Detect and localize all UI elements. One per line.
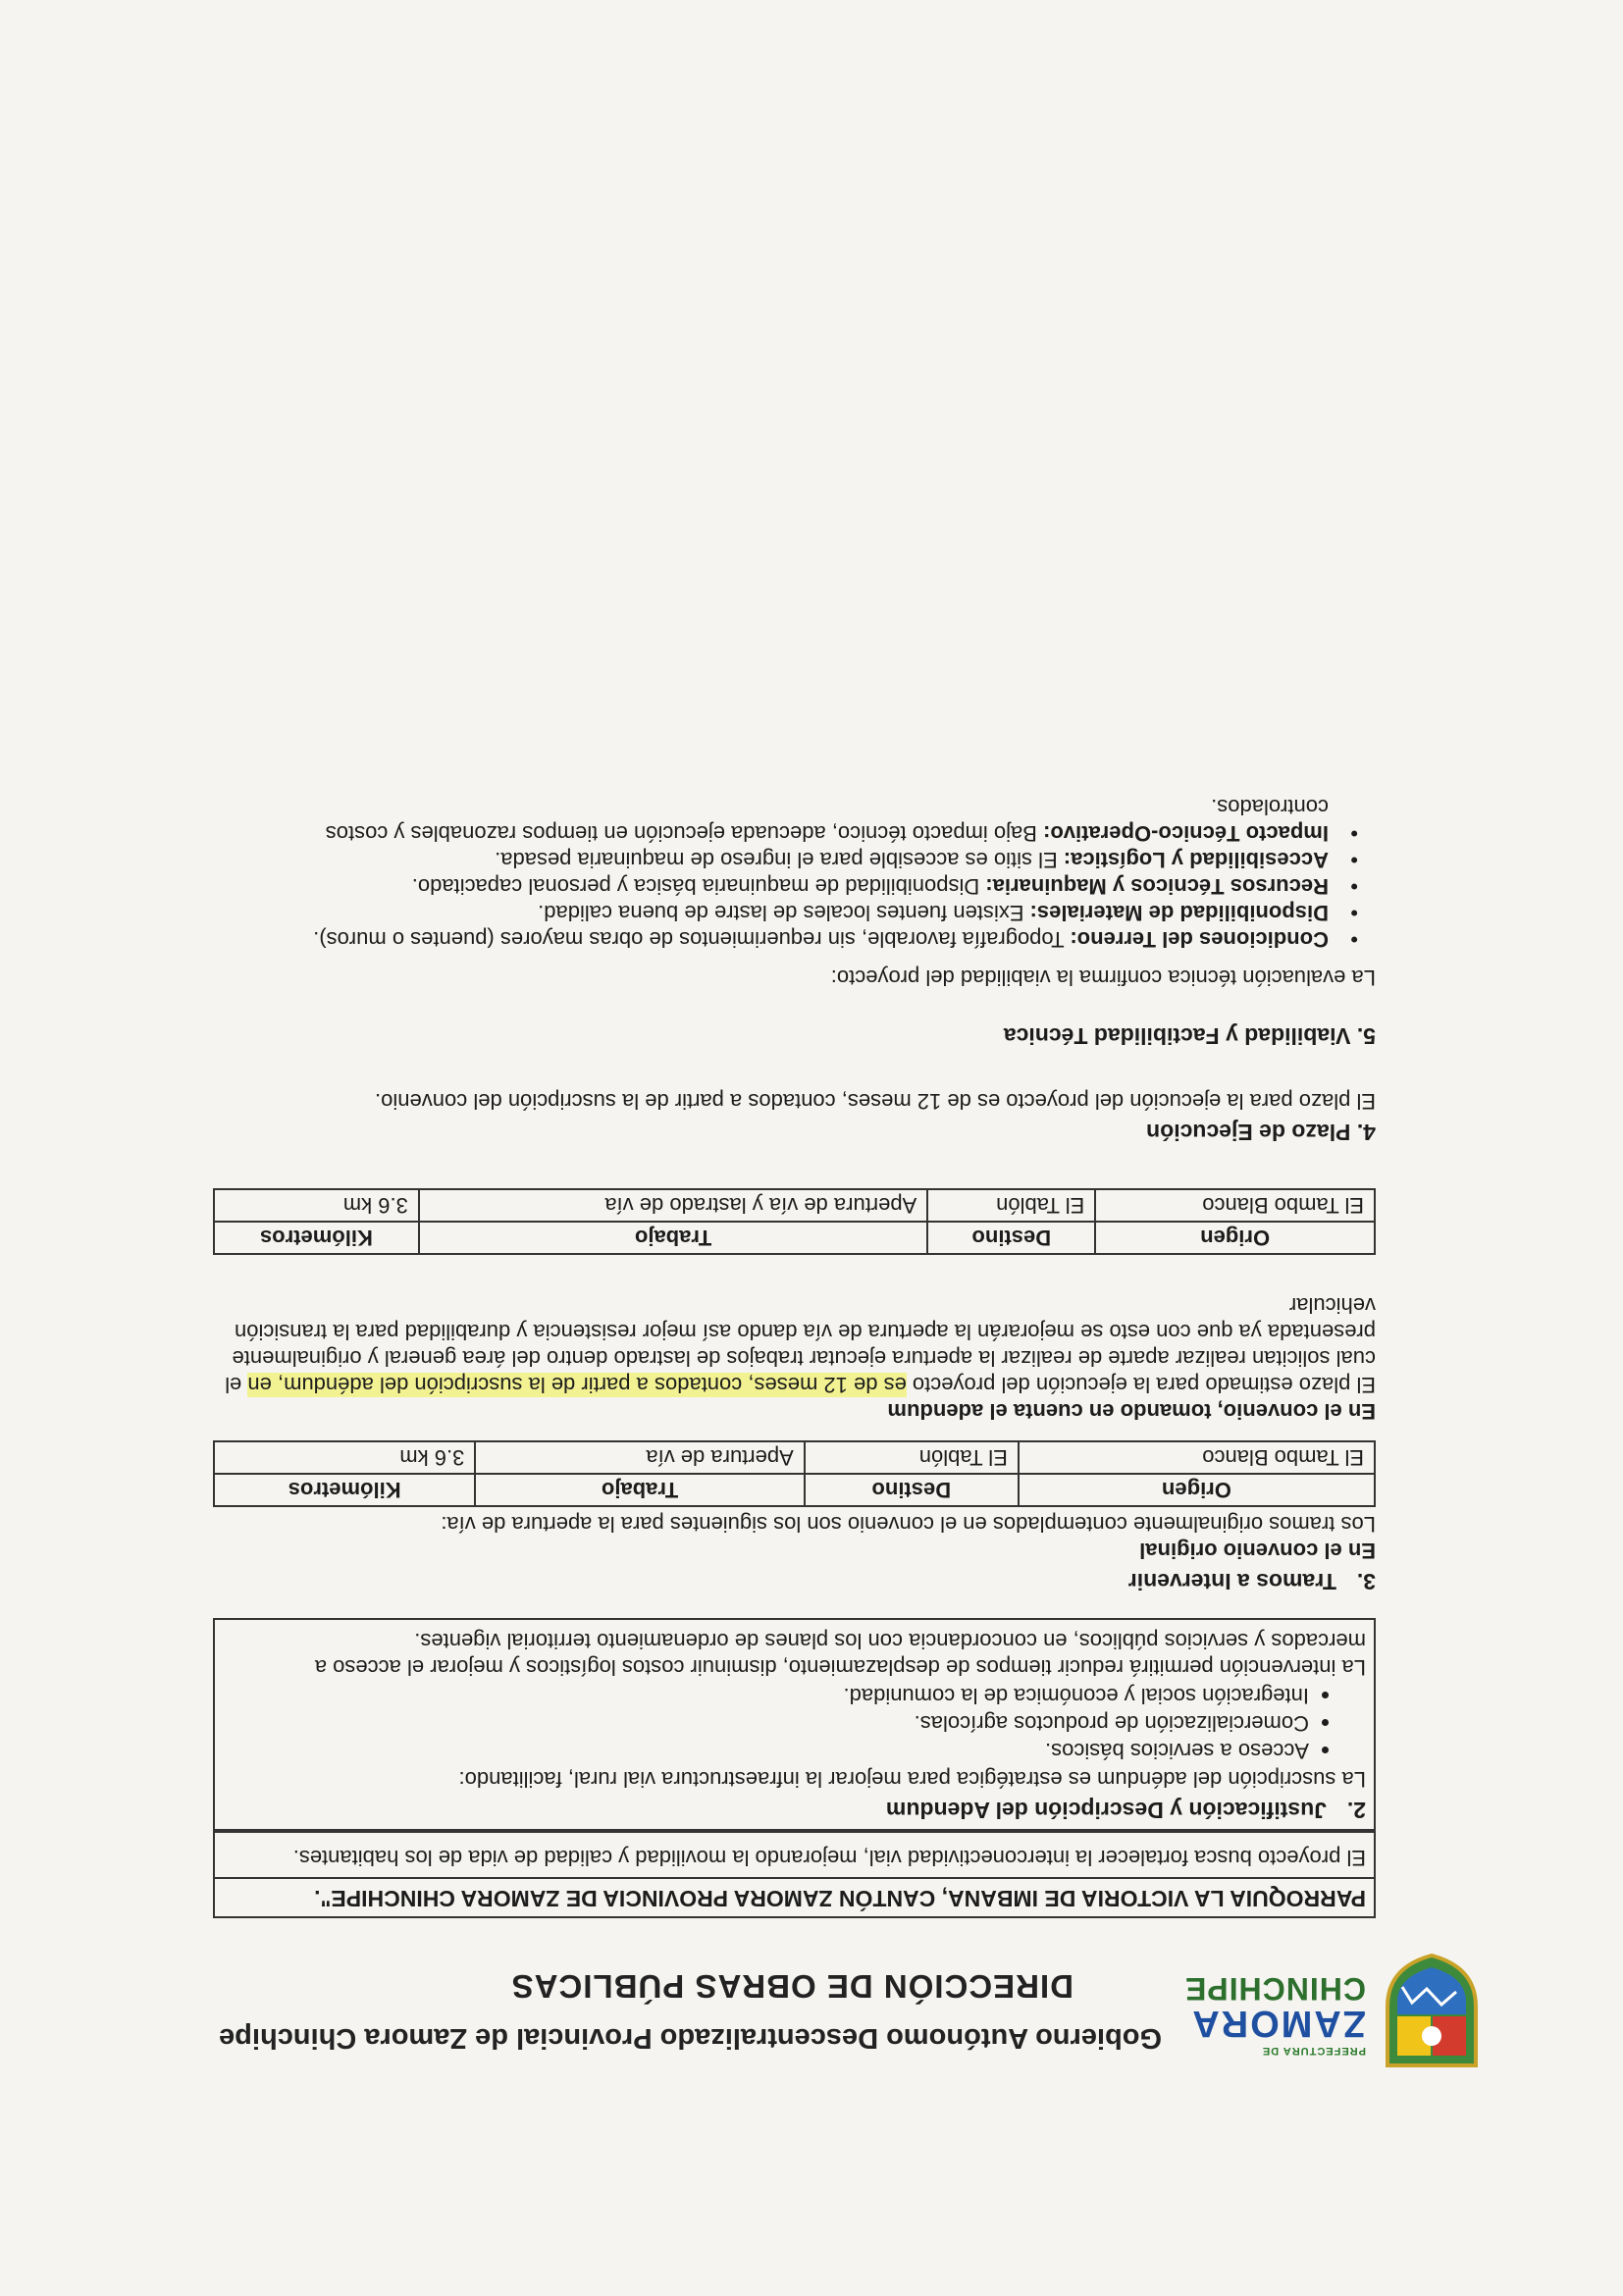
adendum-text-part1: El plazo estimado para la ejecución del proyecto — [906, 1373, 1376, 1397]
adendum-heading: En el convenio, tomando en cuenta el adendum — [887, 1399, 1376, 1424]
table-header-row — [214, 1474, 1375, 1506]
section-2-closing: La intervención permitirá reducir tiempos de desplazamiento, disminuir costos logísticos y mejorar el acceso a mercados y servicios públicos, en concordancia con los planes de ordenamiento territorial vigentes. — [314, 1629, 1366, 1680]
list-item — [213, 900, 1376, 926]
adendum-sections-table — [213, 1188, 1376, 1255]
section-4-text: El plazo para la ejecución del proyecto es de 12 meses, contados a partir de la suscripción del convenio. — [375, 1089, 1376, 1114]
section-3-number: 3. — [1356, 1569, 1376, 1594]
section-viabilidad — [213, 794, 1376, 1049]
brand-wordmark — [1183, 1971, 1366, 2057]
prefecture-crest-icon — [1378, 1953, 1486, 2075]
section-5-lead: La evaluación técnica confirma la viabilidad del proyecto: — [830, 965, 1376, 990]
table-cell: 3.6 km — [214, 1441, 475, 1474]
table-cell: Apertura de vía — [475, 1441, 804, 1474]
list-item — [213, 926, 1376, 953]
item-text: Topografía favorable, sin requerimientos de obras mayores (puentes o muros). — [313, 927, 1071, 952]
item-label: Impacto Técnico-Operativo: — [1043, 821, 1329, 846]
section-3-heading — [213, 1568, 1376, 1594]
item-label: Condiciones del Terreno: — [1070, 927, 1329, 952]
item-text: Existen fuentes locales de lastre de buena calidad. — [538, 901, 1030, 925]
highlighted-text: es de 12 meses, contados a partir de la suscripción del adéndum, en — [247, 1373, 907, 1397]
project-title: PARROQUIA LA VICTORIA DE IMBANA, CANTÓN ZAMORA PROVINCIA DE ZAMORA CHINCHIPE". — [213, 1877, 1376, 1918]
column-header: Destino — [805, 1474, 1019, 1506]
table-header-row — [214, 1222, 1375, 1254]
table-cell: El Tambo Blanco — [1019, 1441, 1375, 1474]
section-5-title: 5. Viabilidad y Factibilidad Técnica — [1003, 1023, 1376, 1049]
column-header: Kilómetros — [214, 1222, 419, 1254]
list-item — [213, 794, 1376, 847]
table-cell: 3.6 km — [214, 1189, 419, 1222]
column-header: Trabajo — [419, 1222, 927, 1254]
department-name: DIRECCIÓN DE OBRAS PÚBLICAS — [510, 1968, 1073, 2005]
brand-prefix: PREFECTURA DE — [1261, 2045, 1366, 2057]
document-body — [213, 794, 1376, 1918]
section-4-title: 4. Plazo de Ejecución — [1146, 1120, 1376, 1145]
item-label: Disponibilidad de Materiales: — [1029, 901, 1329, 925]
item-label: Recursos Técnicos y Maquinaria: — [985, 874, 1329, 899]
column-header: Trabajo — [475, 1474, 804, 1506]
table-row — [214, 1189, 1375, 1222]
adendum-text-part2: el cual solicitan realizar aparte de realizar la apertura ejecutar trabajos de lastrado dentro del área general y originalmente presentada ya que con esto se mejorarán la apertura de vía dando así mejor resistencia y durabilidad para la transición vehicular — [225, 1293, 1376, 1397]
list-item — [213, 873, 1376, 900]
section-2-lead: La suscripción del adéndum es estratégica para mejorar la infraestructura vial rural, facilitando: — [458, 1767, 1366, 1792]
table-row — [214, 1441, 1375, 1474]
list-item: • Comercialización de productos agrícolas. — [223, 1710, 1309, 1737]
item-text: El sitio es accesible para el ingreso de maquinaria pesada. — [495, 848, 1064, 872]
column-header: Destino — [927, 1222, 1095, 1254]
column-header: Kilómetros — [214, 1474, 475, 1506]
column-header: Origen — [1095, 1222, 1375, 1254]
adendum-paragraph — [213, 1292, 1376, 1398]
item-text: Disponibilidad de maquinaria básica y personal capacitado. — [411, 874, 986, 899]
original-sections-table — [213, 1440, 1376, 1507]
section-justification — [213, 1618, 1376, 1831]
section-2-heading — [223, 1797, 1366, 1823]
table-cell: Apertura de vía y lastrado de vía — [419, 1189, 927, 1222]
section-2-number: 2. — [1346, 1798, 1366, 1823]
brand-zamora: ZAMORA — [1190, 2003, 1366, 2044]
section-2-title: Justificación y Descripción del Adendum — [885, 1798, 1327, 1823]
table-cell: El Tambo Blanco — [1095, 1189, 1375, 1222]
justification-list — [223, 1683, 1366, 1764]
brand-chinchipe: CHINCHIPE — [1183, 1971, 1366, 2007]
section-plazo — [213, 1088, 1376, 1145]
government-name: Gobierno Autónomo Descentralizado Provincial de Zamora Chinchipe — [219, 2022, 1162, 2054]
list-item: • Integración social y económica de la comunidad. — [223, 1683, 1309, 1709]
list-item: • Acceso a servicios básicos. — [223, 1738, 1309, 1764]
original-agreement-heading: En el convenio original — [1139, 1539, 1376, 1563]
intro-text: El proyecto busca fortalecer la interconectividad vial, mejorando la movilidad y calidad de vida de los habitantes. — [292, 1846, 1366, 1870]
table-cell: El Tablón — [805, 1441, 1019, 1474]
intro-paragraph — [213, 1831, 1376, 1877]
original-agreement-lead: Los tramos originalmente contemplados en el convenio son los siguientes para la apertura de vía: — [441, 1512, 1376, 1537]
section-3-title: Tramos a Intervenir — [1127, 1569, 1336, 1594]
list-item — [213, 847, 1376, 873]
column-header: Origen — [1019, 1474, 1375, 1506]
item-label: Accesibilidad y Logística: — [1063, 848, 1329, 872]
letterhead — [131, 1938, 1486, 2075]
item-text: Bajo impacto técnico, adecuada ejecución en tiempos razonables y costos controlados. — [325, 795, 1329, 846]
table-cell: El Tablón — [927, 1189, 1095, 1222]
section-tramos — [213, 1188, 1376, 1594]
